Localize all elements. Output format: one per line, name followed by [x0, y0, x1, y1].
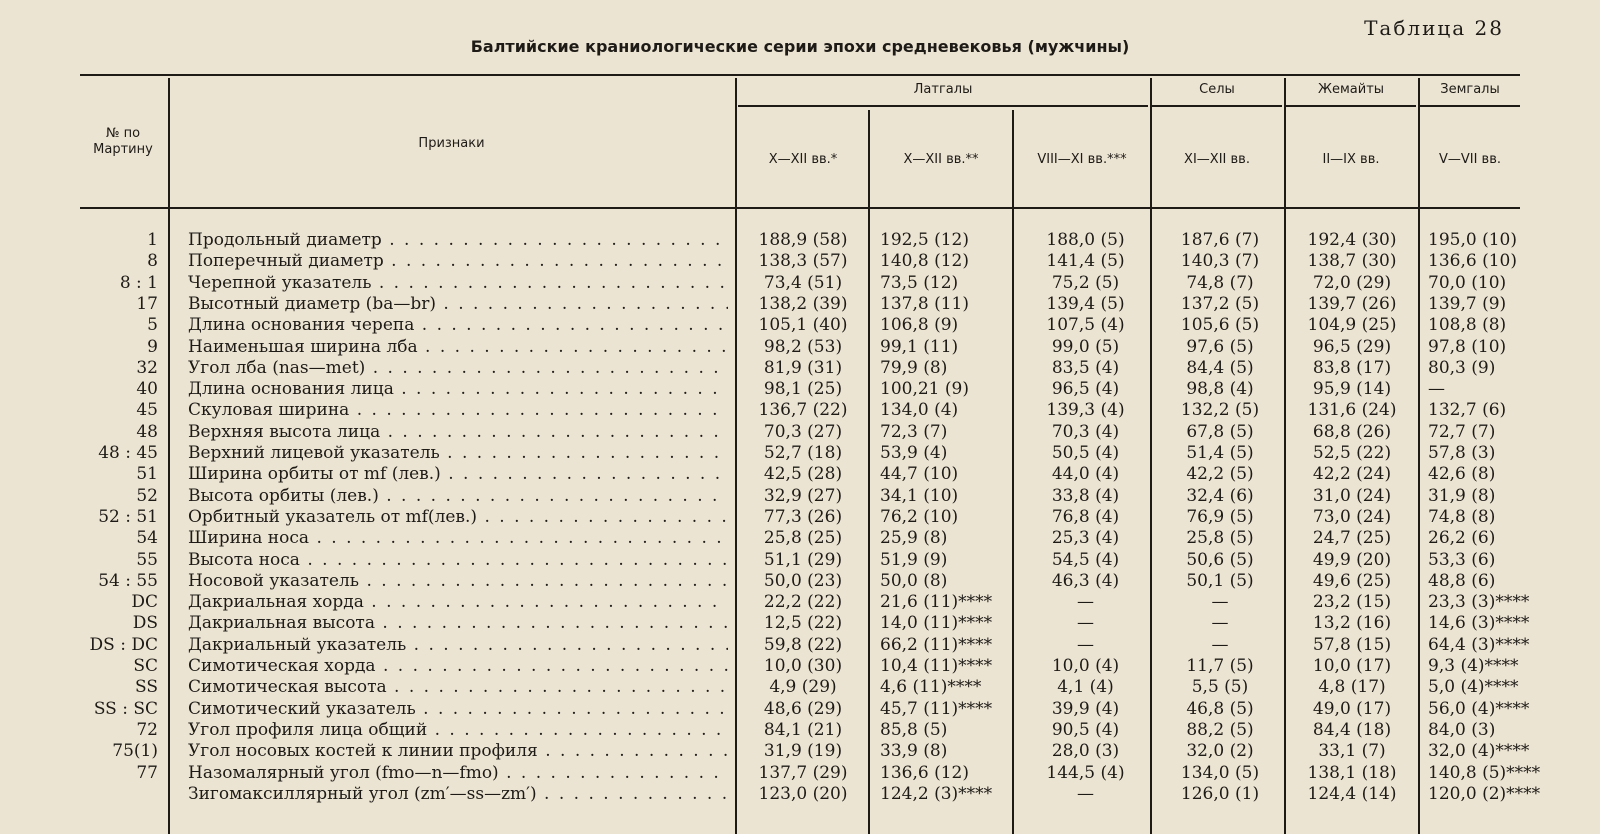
cell-value: 188,9 (58): [758, 230, 848, 250]
cell-value: 80,3 (9): [1428, 357, 1496, 378]
martin-number: DS: [132, 613, 158, 634]
cell-value: 75,2 (5): [1051, 272, 1120, 293]
cell-value: 4,9 (29): [769, 677, 837, 698]
table-row: [0, 699, 1600, 720]
header-group-latgaly: Латгалы: [913, 82, 973, 97]
cell-value: 44,0 (4): [1051, 464, 1120, 485]
cell-value: 137,2 (5): [1180, 293, 1260, 314]
cell-value: 134,0 (5): [1180, 762, 1260, 783]
cell-value: 31,9 (19): [763, 741, 843, 762]
table-row: [0, 613, 1600, 634]
martin-number: SC: [133, 656, 158, 676]
cell-value: 50,5 (4): [1051, 443, 1120, 463]
cell-value: 97,6 (5): [1186, 336, 1254, 357]
cell-value: 70,3 (27): [763, 421, 843, 442]
cell-value: 4,8 (17): [1318, 677, 1386, 698]
cell-value: 33,1 (7): [1318, 741, 1386, 762]
cell-value: 5,0 (4)****: [1428, 677, 1519, 698]
martin-number: 51: [136, 464, 158, 485]
table-number: Таблица 28: [1364, 16, 1504, 40]
feature-label: Верхняя высота лица . . .: [188, 422, 728, 443]
cell-value: —: [1211, 634, 1229, 655]
cell-value: 138,2 (39): [758, 293, 848, 314]
cell-value: 140,8 (12): [880, 251, 969, 272]
feature-label: Продольный диаметр . . .: [188, 230, 728, 251]
cell-value: —: [1211, 592, 1229, 613]
martin-number: 54 : 55: [98, 570, 158, 591]
cell-value: 141,4 (5): [1046, 251, 1125, 272]
cell-value: 73,4 (51): [763, 272, 843, 293]
martin-number: 72: [136, 719, 158, 740]
table-row: [0, 251, 1600, 272]
cell-value: 48,8 (6): [1428, 570, 1496, 591]
cell-value: 39,9 (4): [1051, 698, 1120, 719]
cell-value: 73,0 (24): [1312, 506, 1392, 527]
cell-value: 33,9 (8): [880, 741, 948, 762]
table-row: [0, 592, 1600, 613]
cell-value: 79,9 (8): [880, 357, 948, 378]
cell-value: 136,6 (12): [880, 762, 969, 783]
group-rule-zhemaity: [1286, 105, 1416, 107]
header-group-sely: Селы: [1199, 82, 1235, 97]
feature-label: Черепной указатель . . .: [188, 273, 728, 294]
cell-value: 76,9 (5): [1186, 506, 1254, 527]
cell-value: 14,0 (11)****: [880, 613, 993, 634]
cell-value: 49,9 (20): [1312, 549, 1392, 570]
cell-value: 42,2 (5): [1186, 464, 1254, 485]
cell-value: 77,3 (26): [763, 506, 843, 527]
cell-value: 98,1 (25): [763, 379, 843, 400]
cell-value: 72,7 (7): [1428, 421, 1496, 442]
table-row: [0, 443, 1600, 464]
cell-value: 137,8 (11): [880, 293, 969, 314]
martin-number: 52: [136, 485, 158, 506]
cell-value: —: [1077, 783, 1094, 804]
cell-value: 25,9 (8): [880, 528, 948, 549]
cell-value: 50,0 (8): [880, 570, 948, 591]
cell-value: 99,1 (11): [880, 336, 959, 357]
feature-label: Высота орбиты (лев.) . . .: [188, 486, 728, 507]
martin-number: 52 : 51: [98, 506, 158, 527]
cell-value: 83,5 (4): [1051, 357, 1120, 378]
cell-value: 138,1 (18): [1307, 762, 1397, 783]
cell-value: —: [1077, 592, 1094, 613]
cell-value: 13,2 (16): [1312, 613, 1392, 634]
cell-value: 51,9 (9): [880, 549, 948, 570]
cell-value: 70,3 (4): [1051, 421, 1120, 442]
cell-value: 44,7 (10): [880, 464, 959, 485]
feature-label: Угол профиля лица общий . . .: [188, 720, 728, 741]
cell-value: 84,1 (21): [763, 719, 843, 740]
cell-value: 33,8 (4): [1051, 485, 1120, 506]
cell-value: 90,5 (4): [1051, 719, 1120, 740]
cell-value: 126,0 (1): [1180, 783, 1260, 804]
table-row: [0, 635, 1600, 656]
cell-value: 144,5 (4): [1046, 762, 1125, 783]
table-row: [0, 315, 1600, 336]
cell-value: 106,8 (9): [880, 315, 959, 336]
cell-value: 98,8 (4): [1186, 379, 1254, 400]
cell-value: 31,9 (8): [1428, 485, 1496, 506]
martin-number: SS: [135, 677, 158, 698]
martin-number: 40: [136, 379, 158, 400]
cell-value: 23,2 (15): [1312, 592, 1392, 613]
cell-value: 34,1 (10): [880, 485, 959, 506]
cell-value: 139,7 (26): [1307, 293, 1397, 314]
cell-value: 131,6 (24): [1307, 400, 1397, 421]
cell-value: 49,0 (17): [1312, 698, 1392, 719]
martin-number: 45: [136, 400, 158, 421]
cell-value: 25,8 (5): [1186, 528, 1254, 549]
cell-value: 85,8 (5): [880, 719, 948, 740]
cell-value: 59,8 (22): [763, 634, 843, 655]
cell-value: 32,4 (6): [1186, 485, 1254, 506]
feature-label: Угол носовых костей к линии профиля . . .: [188, 741, 728, 762]
cell-value: 48,6 (29): [763, 698, 843, 719]
cell-value: 84,4 (5): [1186, 357, 1254, 378]
martin-number: 1: [147, 230, 158, 250]
cell-value: 51,4 (5): [1186, 443, 1254, 463]
cell-value: 56,0 (4)****: [1428, 698, 1530, 719]
table-row: [0, 273, 1600, 294]
cell-value: 134,0 (4): [880, 400, 959, 421]
table-row: [0, 656, 1600, 677]
table-row: [0, 763, 1600, 784]
cell-value: 10,4 (11)****: [880, 656, 993, 676]
table-row: [0, 741, 1600, 762]
cell-value: 139,4 (5): [1046, 293, 1125, 314]
cell-value: 46,8 (5): [1186, 698, 1254, 719]
header-features: Признаки: [418, 136, 485, 151]
header-martin: № по Мартину: [93, 126, 153, 157]
cell-value: 10,0 (4): [1051, 656, 1120, 676]
cell-value: 14,6 (3)****: [1428, 613, 1530, 634]
cell-value: 105,6 (5): [1180, 315, 1260, 336]
martin-number: 55: [136, 549, 158, 570]
feature-label: Длина основания черепа . . .: [188, 315, 728, 336]
cell-value: 123,0 (20): [758, 783, 848, 804]
cell-value: 105,1 (40): [758, 315, 848, 336]
martin-number: 48 : 45: [98, 443, 158, 463]
table-row: [0, 230, 1600, 251]
feature-label: Назомалярный угол (fmo—n—fmo) . . .: [188, 763, 728, 784]
martin-number: 32: [136, 357, 158, 378]
cell-value: 84,0 (3): [1428, 719, 1496, 740]
cell-value: 139,3 (4): [1046, 400, 1125, 421]
cell-value: 32,9 (27): [763, 485, 843, 506]
cell-value: 104,9 (25): [1307, 315, 1397, 336]
cell-value: 45,7 (11)****: [880, 698, 993, 719]
cell-value: 72,3 (7): [880, 421, 948, 442]
feature-label: Верхний лицевой указатель . . .: [188, 443, 728, 464]
cell-value: 67,8 (5): [1186, 421, 1254, 442]
header-bottom-rule: [80, 207, 1520, 209]
cell-value: 192,4 (30): [1307, 230, 1397, 250]
cell-value: 9,3 (4)****: [1428, 656, 1519, 676]
cell-value: 195,0 (10): [1428, 230, 1517, 250]
cell-value: 139,7 (9): [1428, 293, 1507, 314]
cell-value: 84,4 (18): [1312, 719, 1392, 740]
cell-value: 136,6 (10): [1428, 251, 1517, 272]
martin-number: 5: [147, 315, 158, 336]
cell-value: 124,2 (3)****: [880, 783, 993, 804]
cell-value: 25,8 (25): [763, 528, 843, 549]
cell-value: 21,6 (11)****: [880, 592, 993, 613]
martin-number: 17: [136, 293, 158, 314]
cell-value: 31,0 (24): [1312, 485, 1392, 506]
feature-label: Носовой указатель . . .: [188, 571, 728, 592]
cell-value: 83,8 (17): [1312, 357, 1392, 378]
cell-value: 57,8 (3): [1428, 443, 1496, 463]
cell-value: 188,0 (5): [1046, 230, 1125, 250]
header-col6: V—VII вв.: [1438, 152, 1502, 167]
feature-label: Ширина носа . . .: [188, 528, 728, 549]
cell-value: 42,6 (8): [1428, 464, 1496, 485]
group-rule-latgaly: [738, 105, 1148, 107]
table-row: [0, 358, 1600, 379]
table-row: [0, 571, 1600, 592]
cell-value: 108,8 (8): [1428, 315, 1507, 336]
cell-value: 32,0 (2): [1186, 741, 1254, 762]
cell-value: 136,7 (22): [758, 400, 848, 421]
table-title: Балтийские краниологические серии эпохи средневековья (мужчины): [470, 37, 1130, 56]
header-col4: XI—XII вв.: [1184, 152, 1250, 167]
cell-value: 95,9 (14): [1312, 379, 1392, 400]
table-row: [0, 784, 1600, 805]
cell-value: 132,7 (6): [1428, 400, 1507, 421]
table-row: [0, 507, 1600, 528]
cell-value: 76,8 (4): [1051, 506, 1120, 527]
cell-value: 42,2 (24): [1312, 464, 1392, 485]
cell-value: 138,3 (57): [758, 251, 848, 272]
cell-value: 11,7 (5): [1186, 656, 1254, 676]
header-col2: X—XII вв.**: [903, 152, 979, 167]
cell-value: 4,1 (4): [1057, 677, 1114, 698]
feature-label: Симотическая высота . . .: [188, 677, 728, 698]
table-row: [0, 550, 1600, 571]
header-col3: VIII—XI вв.***: [1037, 152, 1127, 167]
cell-value: 100,21 (9): [880, 379, 969, 400]
cell-value: 107,5 (4): [1046, 315, 1125, 336]
feature-label: Поперечный диаметр . . .: [188, 251, 728, 272]
martin-number: 54: [136, 528, 158, 549]
cell-value: 124,4 (14): [1307, 783, 1397, 804]
cell-value: 120,0 (2)****: [1428, 783, 1541, 804]
table-row: [0, 400, 1600, 421]
group-rule-zemgaly: [1420, 105, 1520, 107]
cell-value: 25,3 (4): [1051, 528, 1120, 549]
group-rule-sely: [1152, 105, 1282, 107]
cell-value: 46,3 (4): [1051, 570, 1120, 591]
feature-label: Скуловая ширина . . .: [188, 400, 728, 421]
cell-value: 70,0 (10): [1428, 272, 1507, 293]
martin-number: 9: [147, 336, 158, 357]
table-row: [0, 464, 1600, 485]
top-rule: [80, 74, 1520, 76]
cell-value: 22,2 (22): [763, 592, 843, 613]
cell-value: 66,2 (11)****: [880, 634, 993, 655]
cell-value: 132,2 (5): [1180, 400, 1260, 421]
martin-number: 48: [136, 421, 158, 442]
cell-value: 88,2 (5): [1186, 719, 1254, 740]
feature-label: Зигомаксиллярный угол (zm′—ss—zm′) . . .: [188, 784, 728, 805]
cell-value: 140,3 (7): [1180, 251, 1260, 272]
table-row: [0, 528, 1600, 549]
feature-label: Симотическая хорда . . .: [188, 656, 728, 677]
cell-value: —: [1077, 634, 1094, 655]
cell-value: 54,5 (4): [1051, 549, 1120, 570]
cell-value: 81,9 (31): [763, 357, 843, 378]
cell-value: 26,2 (6): [1428, 528, 1496, 549]
cell-value: 52,7 (18): [763, 443, 843, 463]
feature-label: Симотический указатель . . .: [188, 699, 728, 720]
table-row: [0, 379, 1600, 400]
header-group-zhemaity: Жемайты: [1317, 82, 1385, 97]
cell-value: 74,8 (7): [1186, 272, 1254, 293]
cell-value: 64,4 (3)****: [1428, 634, 1530, 655]
cell-value: 10,0 (30): [763, 656, 843, 676]
header-col1: X—XII вв.*: [768, 152, 838, 167]
cell-value: 50,6 (5): [1186, 549, 1254, 570]
martin-number: SS : SC: [93, 698, 158, 719]
cell-value: 137,7 (29): [758, 762, 848, 783]
martin-number: 8 : 1: [119, 272, 158, 293]
header-group-zemgaly: Земгалы: [1440, 82, 1500, 97]
cell-value: 42,5 (28): [763, 464, 843, 485]
table-row: [0, 337, 1600, 358]
feature-label: Орбитный указатель от mf(лев.) . . .: [188, 507, 728, 528]
cell-value: —: [1428, 379, 1445, 400]
cell-value: 49,6 (25): [1312, 570, 1392, 591]
cell-value: 99,0 (5): [1051, 336, 1120, 357]
cell-value: 97,8 (10): [1428, 336, 1507, 357]
martin-number: 75(1): [112, 741, 158, 762]
cell-value: 74,8 (8): [1428, 506, 1496, 527]
table-row: [0, 486, 1600, 507]
cell-value: 12,5 (22): [763, 613, 843, 634]
cell-value: 28,0 (3): [1051, 741, 1120, 762]
cell-value: 187,6 (7): [1180, 230, 1260, 250]
feature-label: Длина основания лица . . .: [188, 379, 728, 400]
martin-number: 77: [136, 762, 158, 783]
cell-value: 50,0 (23): [763, 570, 843, 591]
cell-value: 96,5 (29): [1312, 336, 1392, 357]
table-row: [0, 677, 1600, 698]
table-row: [0, 720, 1600, 741]
cell-value: 52,5 (22): [1312, 443, 1392, 463]
martin-number: DS : DC: [89, 634, 158, 655]
cell-value: 32,0 (4)****: [1428, 741, 1530, 762]
feature-label: Ширина орбиты от mf (лев.) . . .: [188, 464, 728, 485]
cell-value: 51,1 (29): [763, 549, 843, 570]
cell-value: 4,6 (11)****: [880, 677, 982, 698]
feature-label: Наименьшая ширина лба . . .: [188, 337, 728, 358]
feature-label: Дакриальная хорда . . .: [188, 592, 728, 613]
cell-value: —: [1077, 613, 1094, 634]
table-row: [0, 294, 1600, 315]
cell-value: 96,5 (4): [1051, 379, 1120, 400]
cell-value: 57,8 (15): [1312, 634, 1392, 655]
table-row: [0, 422, 1600, 443]
feature-label: Дакриальная высота . . .: [188, 613, 728, 634]
cell-value: 140,8 (5)****: [1428, 762, 1541, 783]
cell-value: 192,5 (12): [880, 230, 969, 250]
cell-value: 73,5 (12): [880, 272, 959, 293]
martin-number: 8: [147, 251, 158, 272]
cell-value: 23,3 (3)****: [1428, 592, 1530, 613]
feature-label: Высотный диаметр (ba—br) . . .: [188, 294, 728, 315]
cell-value: 76,2 (10): [880, 506, 959, 527]
header-col5: II—IX вв.: [1322, 152, 1380, 167]
cell-value: 53,9 (4): [880, 443, 948, 463]
cell-value: 98,2 (53): [763, 336, 843, 357]
cell-value: 24,7 (25): [1312, 528, 1392, 549]
cell-value: 68,8 (26): [1312, 421, 1392, 442]
cell-value: 10,0 (17): [1312, 656, 1392, 676]
feature-label: Высота носа . . .: [188, 550, 728, 571]
cell-value: 50,1 (5): [1186, 570, 1254, 591]
cell-value: —: [1211, 613, 1229, 634]
cell-value: 72,0 (29): [1312, 272, 1392, 293]
feature-label: Угол лба (nas—met) . . .: [188, 358, 728, 379]
cell-value: 138,7 (30): [1307, 251, 1397, 272]
cell-value: 53,3 (6): [1428, 549, 1496, 570]
martin-number: DC: [131, 592, 158, 613]
cell-value: 5,5 (5): [1191, 677, 1249, 698]
feature-label: Дакриальный указатель . . .: [188, 635, 728, 656]
